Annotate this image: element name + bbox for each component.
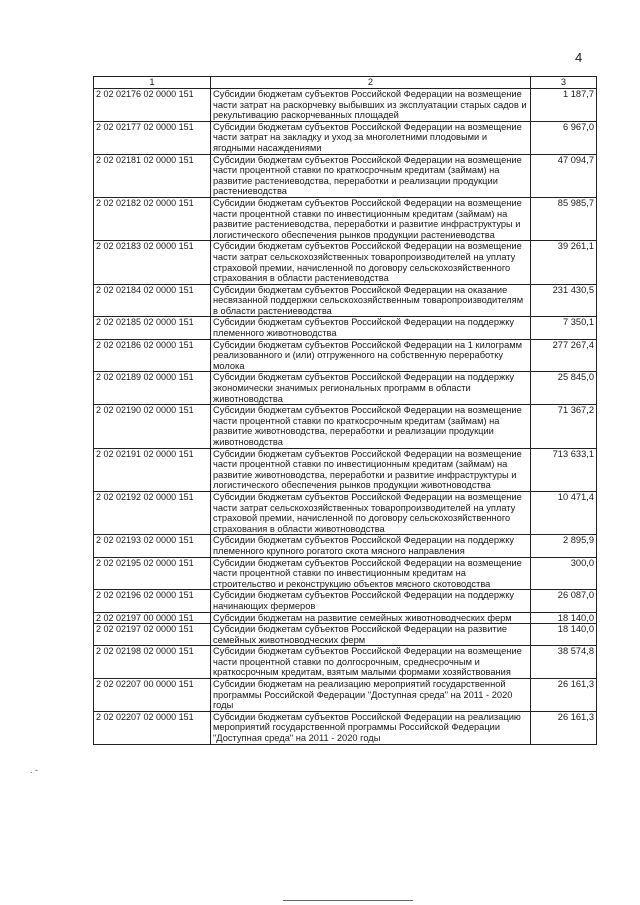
budget-code-cell: 2 02 02195 02 0000 151: [94, 557, 211, 590]
amount-cell: 26 161,3: [531, 679, 597, 712]
description-cell: Субсидии бюджетам субъектов Российской Федерации на возмещение части затрат сельскохозяйственных товаропроизводителей на уплату страховой премии, начисленной по договору сельскохозяйственного страхования в области растениеводства: [211, 241, 531, 284]
table-row: [94, 711, 597, 744]
description-cell: Субсидии бюджетам субъектов Российской Федерации на возмещение части процентной ставки по краткосрочным кредитам (займам) на развитие животноводства, переработки и реализации продукции животноводства: [211, 405, 531, 448]
description-cell: Субсидии бюджетам субъектов Российской Федерации на возмещение части затрат на раскорчевку выбывших из эксплуатации старых садов и рекультивацию раскорчеванных площадей: [211, 89, 531, 122]
amount-cell: 25 845,0: [531, 372, 597, 405]
budget-code-cell: 2 02 02190 02 0000 151: [94, 405, 211, 448]
table-row: [94, 491, 597, 534]
column-header-description: 2: [211, 77, 531, 89]
description-cell: Субсидии бюджетам субъектов Российской Федерации на 1 килограмм реализованного и (или) отгруженного на собственную переработку молока: [211, 339, 531, 372]
amount-cell: 2 895,9: [531, 535, 597, 557]
amount-cell: 38 574,8: [531, 646, 597, 679]
table-row: [94, 317, 597, 339]
amount-cell: 10 471,4: [531, 491, 597, 534]
budget-code-cell: 2 02 02192 02 0000 151: [94, 491, 211, 534]
amount-cell: 7 350,1: [531, 317, 597, 339]
budget-code-cell: 2 02 02186 02 0000 151: [94, 339, 211, 372]
table-row: [94, 612, 597, 624]
amount-cell: 300,0: [531, 557, 597, 590]
amount-cell: 713 633,1: [531, 448, 597, 491]
amount-cell: 1 187,7: [531, 89, 597, 122]
description-cell: Субсидии бюджетам субъектов Российской Федерации на оказание несвязанной поддержки сельскохозяйственным товаропроизводителям в области растениеводства: [211, 284, 531, 317]
amount-cell: 71 367,2: [531, 405, 597, 448]
table-row: [94, 535, 597, 557]
page-number: 4: [575, 50, 583, 65]
table-row: [94, 154, 597, 197]
budget-code-cell: 2 02 02193 02 0000 151: [94, 535, 211, 557]
table-row: [94, 197, 597, 240]
description-cell: Субсидии бюджетам субъектов Российской Федерации на возмещение части затрат сельскохозяйственных товаропроизводителей на уплату страховой премии, начисленной по договору сельскохозяйственного страхования в области животноводства: [211, 491, 531, 534]
budget-code-cell: 2 02 02185 02 0000 151: [94, 317, 211, 339]
description-cell: Субсидии бюджетам субъектов Российской Федерации на развитие семейных животноводческих ферм: [211, 624, 531, 646]
column-header-amount: 3: [531, 77, 597, 89]
amount-cell: 18 140,0: [531, 612, 597, 624]
description-cell: Субсидии бюджетам субъектов Российской Федерации на возмещение части процентной ставки по долгосрочным, среднесрочным и краткосрочным кредитам, взятым малыми формами хозяйствования: [211, 646, 531, 679]
description-cell: Субсидии бюджетам субъектов Российской Федерации на реализацию мероприятий государственной программы Российской Федерации "Доступная среда" на 2011 - 2020 годы: [211, 711, 531, 744]
budget-code-cell: 2 02 02176 02 0000 151: [94, 89, 211, 122]
description-cell: Субсидии бюджетам субъектов Российской Федерации на поддержку экономически значимых региональных программ в области животноводства: [211, 372, 531, 405]
amount-cell: 26 161,3: [531, 711, 597, 744]
description-cell: Субсидии бюджетам на реализацию мероприятий государственной программы Российской Федерации "Доступная среда" на 2011 - 2020 годы: [211, 679, 531, 712]
table-row: [94, 405, 597, 448]
description-cell: Субсидии бюджетам субъектов Российской Федерации на возмещение части процентной ставки по инвестиционным кредитам на строительство и реконструкцию объектов мясного скотоводства: [211, 557, 531, 590]
table-row: [94, 590, 597, 612]
budget-code-cell: 2 02 02189 02 0000 151: [94, 372, 211, 405]
amount-cell: 6 967,0: [531, 121, 597, 154]
budget-code-cell: 2 02 02191 02 0000 151: [94, 448, 211, 491]
description-cell: Субсидии бюджетам субъектов Российской Федерации на возмещение части затрат на закладку и уход за многолетними плодовыми и ягодными насаждениями: [211, 121, 531, 154]
table-row: [94, 448, 597, 491]
budget-code-cell: 2 02 02196 02 0000 151: [94, 590, 211, 612]
budget-code-cell: 2 02 02197 00 0000 151: [94, 612, 211, 624]
budget-code-cell: 2 02 02181 02 0000 151: [94, 154, 211, 197]
amount-cell: 18 140,0: [531, 624, 597, 646]
table-row: [94, 339, 597, 372]
budget-table: [93, 76, 597, 745]
table-row: [94, 241, 597, 284]
amount-cell: 39 261,1: [531, 241, 597, 284]
budget-code-cell: 2 02 02207 02 0000 151: [94, 711, 211, 744]
table-header-row: [94, 77, 597, 89]
description-cell: Субсидии бюджетам субъектов Российской Федерации на поддержку племенного животноводства: [211, 317, 531, 339]
description-cell: Субсидии бюджетам субъектов Российской Федерации на возмещение части процентной ставки по инвестиционным кредитам (займам) на развитие растениеводства, переработки и развитие инфраструктуры и логистического обеспечения рынков продукции растениеводства: [211, 197, 531, 240]
table-row: [94, 372, 597, 405]
description-cell: Субсидии бюджетам субъектов Российской Федерации на возмещение части процентной ставки по инвестиционным кредитам (займам) на развитие животноводства, переработки и развитие инфраструктуры и логистического обеспечения рынков продукции животноводства: [211, 448, 531, 491]
budget-code-cell: 2 02 02182 02 0000 151: [94, 197, 211, 240]
amount-cell: 26 087,0: [531, 590, 597, 612]
budget-code-cell: 2 02 02184 02 0000 151: [94, 284, 211, 317]
table-row: [94, 121, 597, 154]
table-row: [94, 624, 597, 646]
table-row: [94, 679, 597, 712]
table-row: [94, 89, 597, 122]
amount-cell: 231 430,5: [531, 284, 597, 317]
footer-rule: [283, 900, 413, 901]
budget-code-cell: 2 02 02198 02 0000 151: [94, 646, 211, 679]
scan-artifact-mark: . -: [30, 765, 38, 775]
description-cell: Субсидии бюджетам субъектов Российской Федерации на поддержку племенного крупного рогатого скота мясного направления: [211, 535, 531, 557]
column-header-code: 1: [94, 77, 211, 89]
description-cell: Субсидии бюджетам субъектов Российской Федерации на возмещение части процентной ставки по краткосрочным кредитам (займам) на развитие растениеводства, переработки и реализации продукции растениеводства: [211, 154, 531, 197]
description-cell: Субсидии бюджетам субъектов Российской Федерации на поддержку начинающих фермеров: [211, 590, 531, 612]
amount-cell: 47 094,7: [531, 154, 597, 197]
table-row: [94, 557, 597, 590]
budget-code-cell: 2 02 02177 02 0000 151: [94, 121, 211, 154]
table-row: [94, 646, 597, 679]
table-row: [94, 284, 597, 317]
budget-code-cell: 2 02 02197 02 0000 151: [94, 624, 211, 646]
description-cell: Субсидии бюджетам на развитие семейных животноводческих ферм: [211, 612, 531, 624]
amount-cell: 277 267,4: [531, 339, 597, 372]
budget-code-cell: 2 02 02207 00 0000 151: [94, 679, 211, 712]
amount-cell: 85 985,7: [531, 197, 597, 240]
budget-code-cell: 2 02 02183 02 0000 151: [94, 241, 211, 284]
